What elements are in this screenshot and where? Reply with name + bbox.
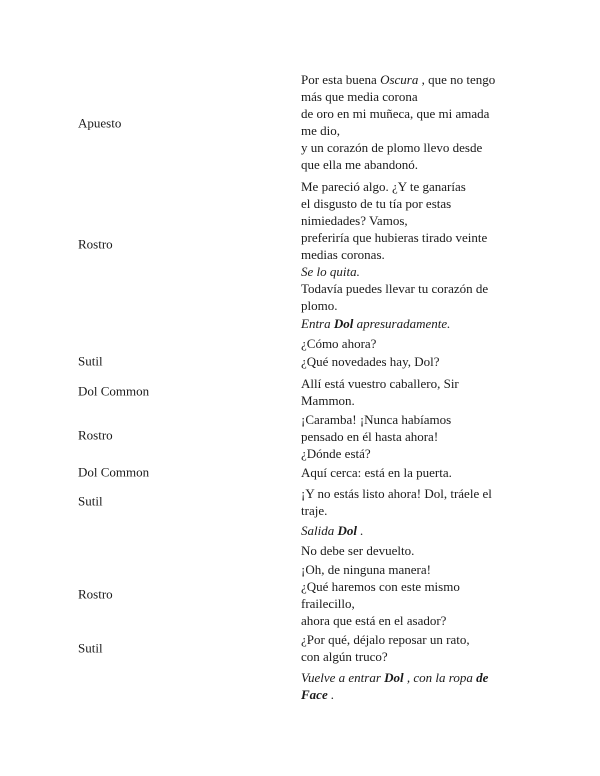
speech-line: ¡Y no estás listo ahora! Dol, tráele el	[301, 486, 492, 501]
speech-line: de oro en mi muñeca, que mi amada	[301, 106, 490, 121]
speech-line: más que media corona	[301, 89, 418, 104]
speech-line: el disgusto de tu tía por estas	[301, 196, 452, 211]
stage-direction: Face .	[301, 687, 335, 702]
speech-line: traje.	[301, 503, 328, 518]
speech-line: frailecillo,	[301, 596, 355, 611]
speaker-label: Sutil	[78, 640, 103, 656]
speaker-label: Apuesto	[78, 115, 122, 131]
speech-block	[301, 485, 541, 519]
speaker-label: Rostro	[78, 427, 113, 443]
speech-block	[301, 375, 541, 409]
speech-line: Todavía puedes llevar tu corazón de	[301, 281, 489, 296]
speaker-label: Dol Common	[78, 464, 150, 480]
speech-line: pensado en él hasta ahora!	[301, 429, 439, 444]
speech-line: medias coronas.	[301, 247, 385, 262]
stage-direction: Se lo quita.	[301, 264, 360, 279]
speech-line: ¿Por qué, déjalo reposar un rato,	[301, 632, 470, 647]
speech-line: Mammon.	[301, 393, 355, 408]
speech-block	[301, 353, 541, 370]
speech-line: ¿Dónde está?	[301, 446, 371, 461]
speech-block	[301, 335, 541, 352]
speaker-label: Rostro	[78, 586, 113, 602]
speech-block	[301, 178, 541, 314]
speech-line: ahora que está en el asador?	[301, 613, 447, 628]
speech-line: Por esta buena Oscura , que no tengo	[301, 72, 496, 87]
speech-line: Allí está vuestro caballero, Sir	[301, 376, 459, 391]
speech-block	[301, 561, 541, 629]
speech-block	[301, 542, 541, 559]
speech-line: nimiedades? Vamos,	[301, 213, 408, 228]
speech-line: ¿Qué novedades hay, Dol?	[301, 354, 440, 369]
speaker-label: Sutil	[78, 353, 103, 369]
speech-line: me dio,	[301, 123, 340, 138]
speech-line: ¡Caramba! ¡Nunca habíamos	[301, 412, 452, 427]
speaker-label: Dol Common	[78, 383, 150, 399]
stage-direction: Salida Dol .	[301, 523, 364, 538]
speech-line: que ella me abandonó.	[301, 157, 418, 172]
speech-line: y un corazón de plomo llevo desde	[301, 140, 483, 155]
speech-block	[301, 71, 541, 173]
speaker-label: Sutil	[78, 493, 103, 509]
speech-line: Aquí cerca: está en la puerta.	[301, 465, 452, 480]
speaker-label: Rostro	[78, 236, 113, 252]
speech-block	[301, 522, 541, 539]
speech-block	[301, 315, 541, 332]
speech-line: Me pareció algo. ¿Y te ganarías	[301, 179, 466, 194]
speech-block	[301, 631, 541, 665]
speech-block	[301, 669, 541, 703]
speech-line: con algún truco?	[301, 649, 388, 664]
speech-line: plomo.	[301, 298, 338, 313]
speech-line: ¡Oh, de ninguna manera!	[301, 562, 431, 577]
speech-line: No debe ser devuelto.	[301, 543, 415, 558]
speech-block	[301, 411, 541, 462]
speech-line: preferiría que hubieras tirado veinte	[301, 230, 488, 245]
stage-direction: Vuelve a entrar Dol , con la ropa de	[301, 670, 489, 685]
speech-line: ¿Qué haremos con este mismo	[301, 579, 460, 594]
stage-direction: Entra Dol apresuradamente.	[301, 316, 451, 331]
speech-line: ¿Cómo ahora?	[301, 336, 377, 351]
speech-block	[301, 464, 541, 481]
